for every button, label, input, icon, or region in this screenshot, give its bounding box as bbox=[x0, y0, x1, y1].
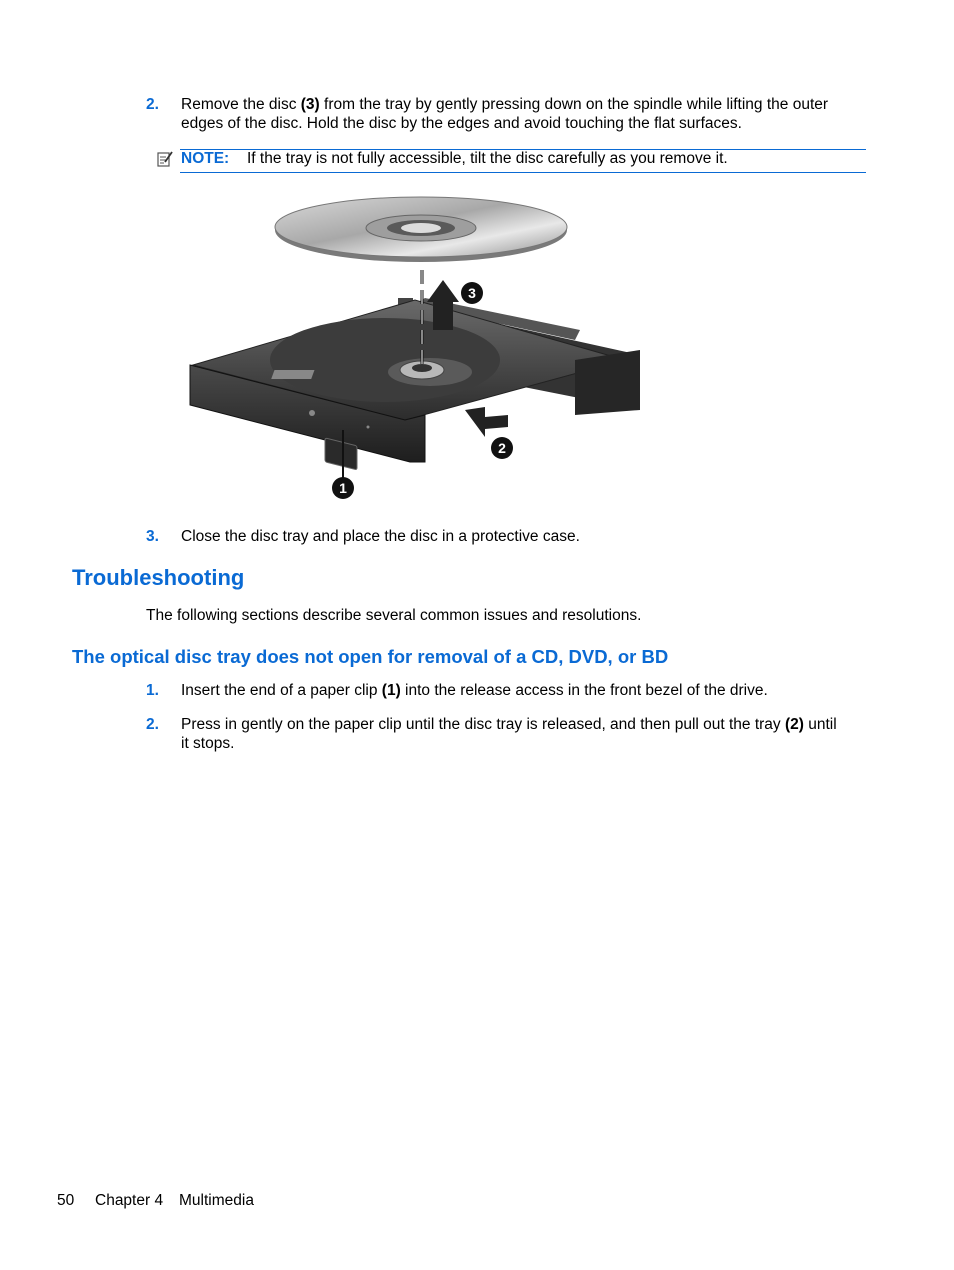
subsection-heading: The optical disc tray does not open for removal of a CD, DVD, or BD bbox=[72, 646, 669, 667]
step-remove-disc bbox=[146, 95, 866, 135]
step-number: 2. bbox=[146, 716, 159, 733]
step-number: 3. bbox=[146, 528, 159, 545]
optical-drive-illustration bbox=[185, 190, 650, 505]
step-close-tray bbox=[146, 527, 866, 547]
footer-chapter: Chapter 4 bbox=[95, 1192, 164, 1209]
page-number: 50 bbox=[57, 1192, 75, 1209]
step-text: Press in gently on the paper clip until the disc tray is released, and then pull out the tray (2) until it stops. bbox=[181, 716, 837, 752]
section-heading-troubleshooting: Troubleshooting bbox=[72, 565, 245, 590]
footer-title: Multimedia bbox=[179, 1192, 254, 1209]
step-press-paper-clip bbox=[146, 715, 866, 755]
step-number: 1. bbox=[146, 682, 159, 699]
step-number: 2. bbox=[146, 96, 159, 113]
callout-2: 2 bbox=[498, 440, 506, 456]
step-text: Close the disc tray and place the disc in a protective case. bbox=[181, 528, 580, 545]
step-text: Insert the end of a paper clip (1) into the release access in the front bezel of the drive. bbox=[181, 682, 768, 699]
step-text: Remove the disc (3) from the tray by gently pressing down on the spindle while lifting the outer edges of the disc. Hold the disc by the edges and avoid touching the flat surfaces. bbox=[181, 96, 829, 132]
note-label: NOTE: bbox=[181, 150, 230, 167]
section-intro: The following sections describe several common issues and resolutions. bbox=[146, 607, 642, 624]
callout-3: 3 bbox=[468, 285, 476, 301]
step-insert-paper-clip bbox=[146, 681, 866, 701]
callout-1: 1 bbox=[339, 480, 347, 496]
note-box bbox=[180, 149, 866, 173]
note-icon bbox=[156, 150, 174, 168]
note-text: If the tray is not fully accessible, tilt the disc carefully as you remove it. bbox=[247, 150, 728, 167]
